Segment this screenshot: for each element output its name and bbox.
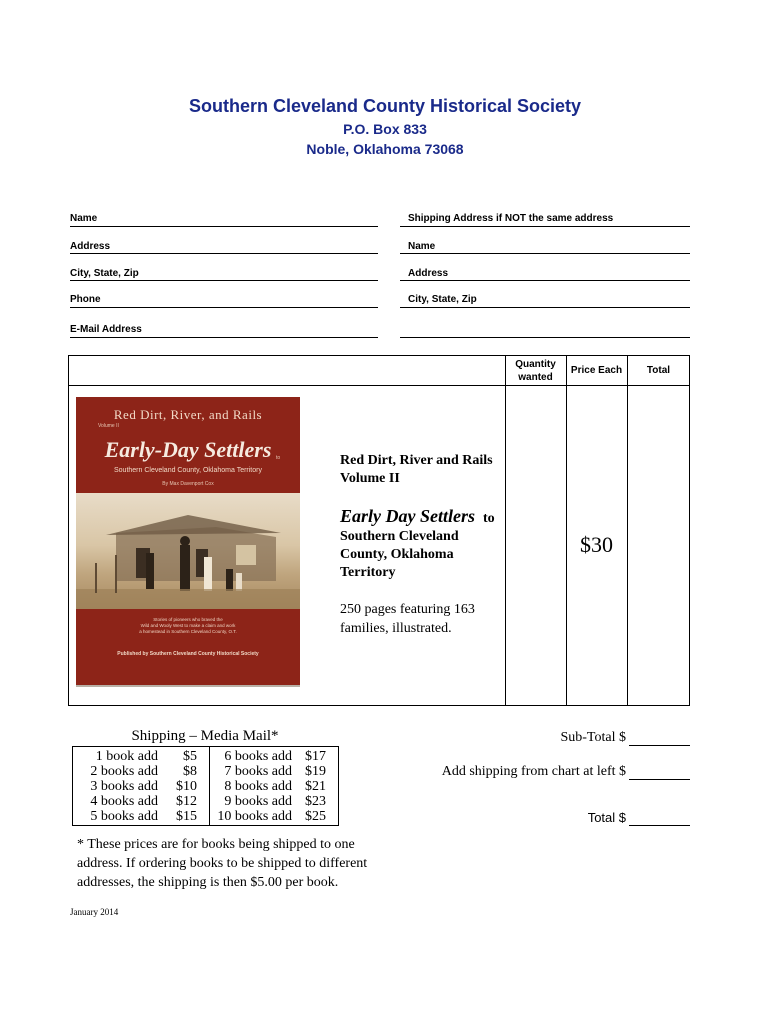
total-field[interactable] xyxy=(629,825,690,826)
shipping-left-row-price: $10 xyxy=(176,779,197,794)
book-description-line1: 250 pages featuring 163 xyxy=(340,602,475,617)
ship-address-field[interactable] xyxy=(400,280,690,281)
shipping-right-row-label: 6 books add xyxy=(224,749,292,764)
shipping-left-row-label: 1 book add xyxy=(95,749,158,764)
cover-author: By Max Davenport Cox xyxy=(162,481,214,487)
city-state-zip-label: City, State, Zip xyxy=(70,268,139,279)
shipping-left-row-label: 3 books add xyxy=(90,779,158,794)
org-name: Southern Cleveland County Historical Society xyxy=(188,96,582,116)
city-state-zip-field[interactable] xyxy=(70,280,378,281)
cover-publisher: Published by Southern Cleveland County Historical Society xyxy=(117,651,259,657)
shipping-address-field[interactable] xyxy=(400,226,690,227)
shipping-note xyxy=(77,835,367,892)
shipping-left-row-price: $15 xyxy=(176,809,197,824)
book-subtitle-italic: Early Day Settlers xyxy=(340,506,475,526)
book-description xyxy=(340,600,475,638)
cover-volume: Volume II xyxy=(98,423,119,429)
cover-blurb-line2: Wild and Wooly West to make a claim and work xyxy=(140,623,236,628)
book-title-line2: Volume II xyxy=(340,471,400,486)
total-cell xyxy=(628,386,689,705)
cover-photo xyxy=(76,493,300,609)
shipping-right-row-price: $17 xyxy=(305,749,326,764)
address-label: Address xyxy=(70,241,111,252)
shipping-left-row-price: $8 xyxy=(183,764,197,779)
cover-title: Red Dirt, River, and Rails xyxy=(113,407,263,422)
add-shipping-label: Add shipping from chart at left $ xyxy=(441,764,626,779)
shipping-title: Shipping – Media Mail* xyxy=(131,728,279,744)
shipping-right-row-label: 7 books add xyxy=(224,764,292,779)
shipping-right-row-price: $25 xyxy=(305,809,326,824)
footer-date: January 2014 xyxy=(70,907,119,917)
ship-address-label: Address xyxy=(408,268,449,279)
shipping-left-row-label: 2 books add xyxy=(90,764,158,779)
book-region-line1: Southern Cleveland xyxy=(340,529,459,544)
col-quantity-header xyxy=(505,358,566,384)
shipping-left-row-price: $5 xyxy=(183,749,197,764)
table-header-divider xyxy=(68,385,690,386)
ship-email-field[interactable] xyxy=(400,337,690,338)
book-cover-image xyxy=(76,397,300,685)
shipping-address-label: Shipping Address if NOT the same address xyxy=(408,213,614,224)
shipping-left-row-price: $12 xyxy=(176,794,197,809)
shipping-note-line3: addresses, the shipping is then $5.00 per book. xyxy=(77,875,339,890)
shipping-note-line2: address. If ordering books to be shipped to different xyxy=(77,856,368,871)
price-each: $30 xyxy=(580,532,613,557)
shipping-note-line1: * These prices are for books being shipped to one xyxy=(77,837,355,852)
cover-subtitle: Early-Day Settlers xyxy=(104,437,272,462)
ship-name-field[interactable] xyxy=(400,253,690,254)
subtotal-label: Sub-Total $ xyxy=(560,730,626,745)
shipping-right-row-price: $23 xyxy=(305,794,326,809)
col-quantity-line1: Quantity xyxy=(515,359,556,370)
ship-city-state-zip-label: City, State, Zip xyxy=(408,294,477,305)
book-description-line2: families, illustrated. xyxy=(340,621,452,636)
book-region-line3: Territory xyxy=(340,565,396,580)
email-label: E-Mail Address xyxy=(70,324,142,335)
book-region-block xyxy=(340,528,459,582)
col-quantity-line2: wanted xyxy=(518,372,553,383)
city-address: Noble, Oklahoma 73068 xyxy=(306,141,464,157)
shipping-amount-field[interactable] xyxy=(629,779,690,780)
address-field[interactable] xyxy=(70,253,378,254)
book-subtitle-to: to xyxy=(483,511,495,526)
subtotal-field[interactable] xyxy=(629,745,690,746)
shipping-left-row-label: 4 books add xyxy=(90,794,158,809)
shipping-right-row-label: 8 books add xyxy=(224,779,292,794)
ship-city-state-zip-field[interactable] xyxy=(400,307,690,308)
quantity-input[interactable] xyxy=(506,386,565,705)
cover-to: to xyxy=(276,455,281,461)
shipping-right-row-price: $19 xyxy=(305,764,326,779)
table-divider-price xyxy=(566,355,567,706)
col-price-header: Price Each xyxy=(570,365,623,376)
book-region-line2: County, Oklahoma xyxy=(340,547,454,562)
book-title-line1: Red Dirt, River and Rails xyxy=(340,453,493,468)
email-field[interactable] xyxy=(70,337,378,338)
cover-blurb-line1: Stories of pioneers who braved the xyxy=(153,617,223,622)
shipping-right-row-label: 10 books add xyxy=(217,809,292,824)
po-box: P.O. Box 833 xyxy=(343,121,427,137)
phone-label: Phone xyxy=(70,294,101,305)
homestead-photo-icon xyxy=(76,493,300,609)
phone-field[interactable] xyxy=(70,307,378,308)
shipping-right-row-label: 9 books add xyxy=(224,794,292,809)
book-title-block xyxy=(340,452,493,488)
shipping-chart-divider xyxy=(209,746,210,826)
name-field[interactable] xyxy=(70,226,378,227)
shipping-right-row-price: $21 xyxy=(305,779,326,794)
shipping-left-row-label: 5 books add xyxy=(90,809,158,824)
col-total-header: Total xyxy=(646,365,671,376)
ship-name-label: Name xyxy=(408,241,436,252)
book-subtitle xyxy=(340,506,495,527)
cover-region: Southern Cleveland County, Oklahoma Territory xyxy=(114,467,262,474)
cover-blurb-line3: a homestead in Southern Cleveland County, O.T. xyxy=(139,629,237,634)
total-label: Total $ xyxy=(587,810,626,825)
cover-blurb xyxy=(76,617,300,635)
name-label: Name xyxy=(70,213,98,224)
